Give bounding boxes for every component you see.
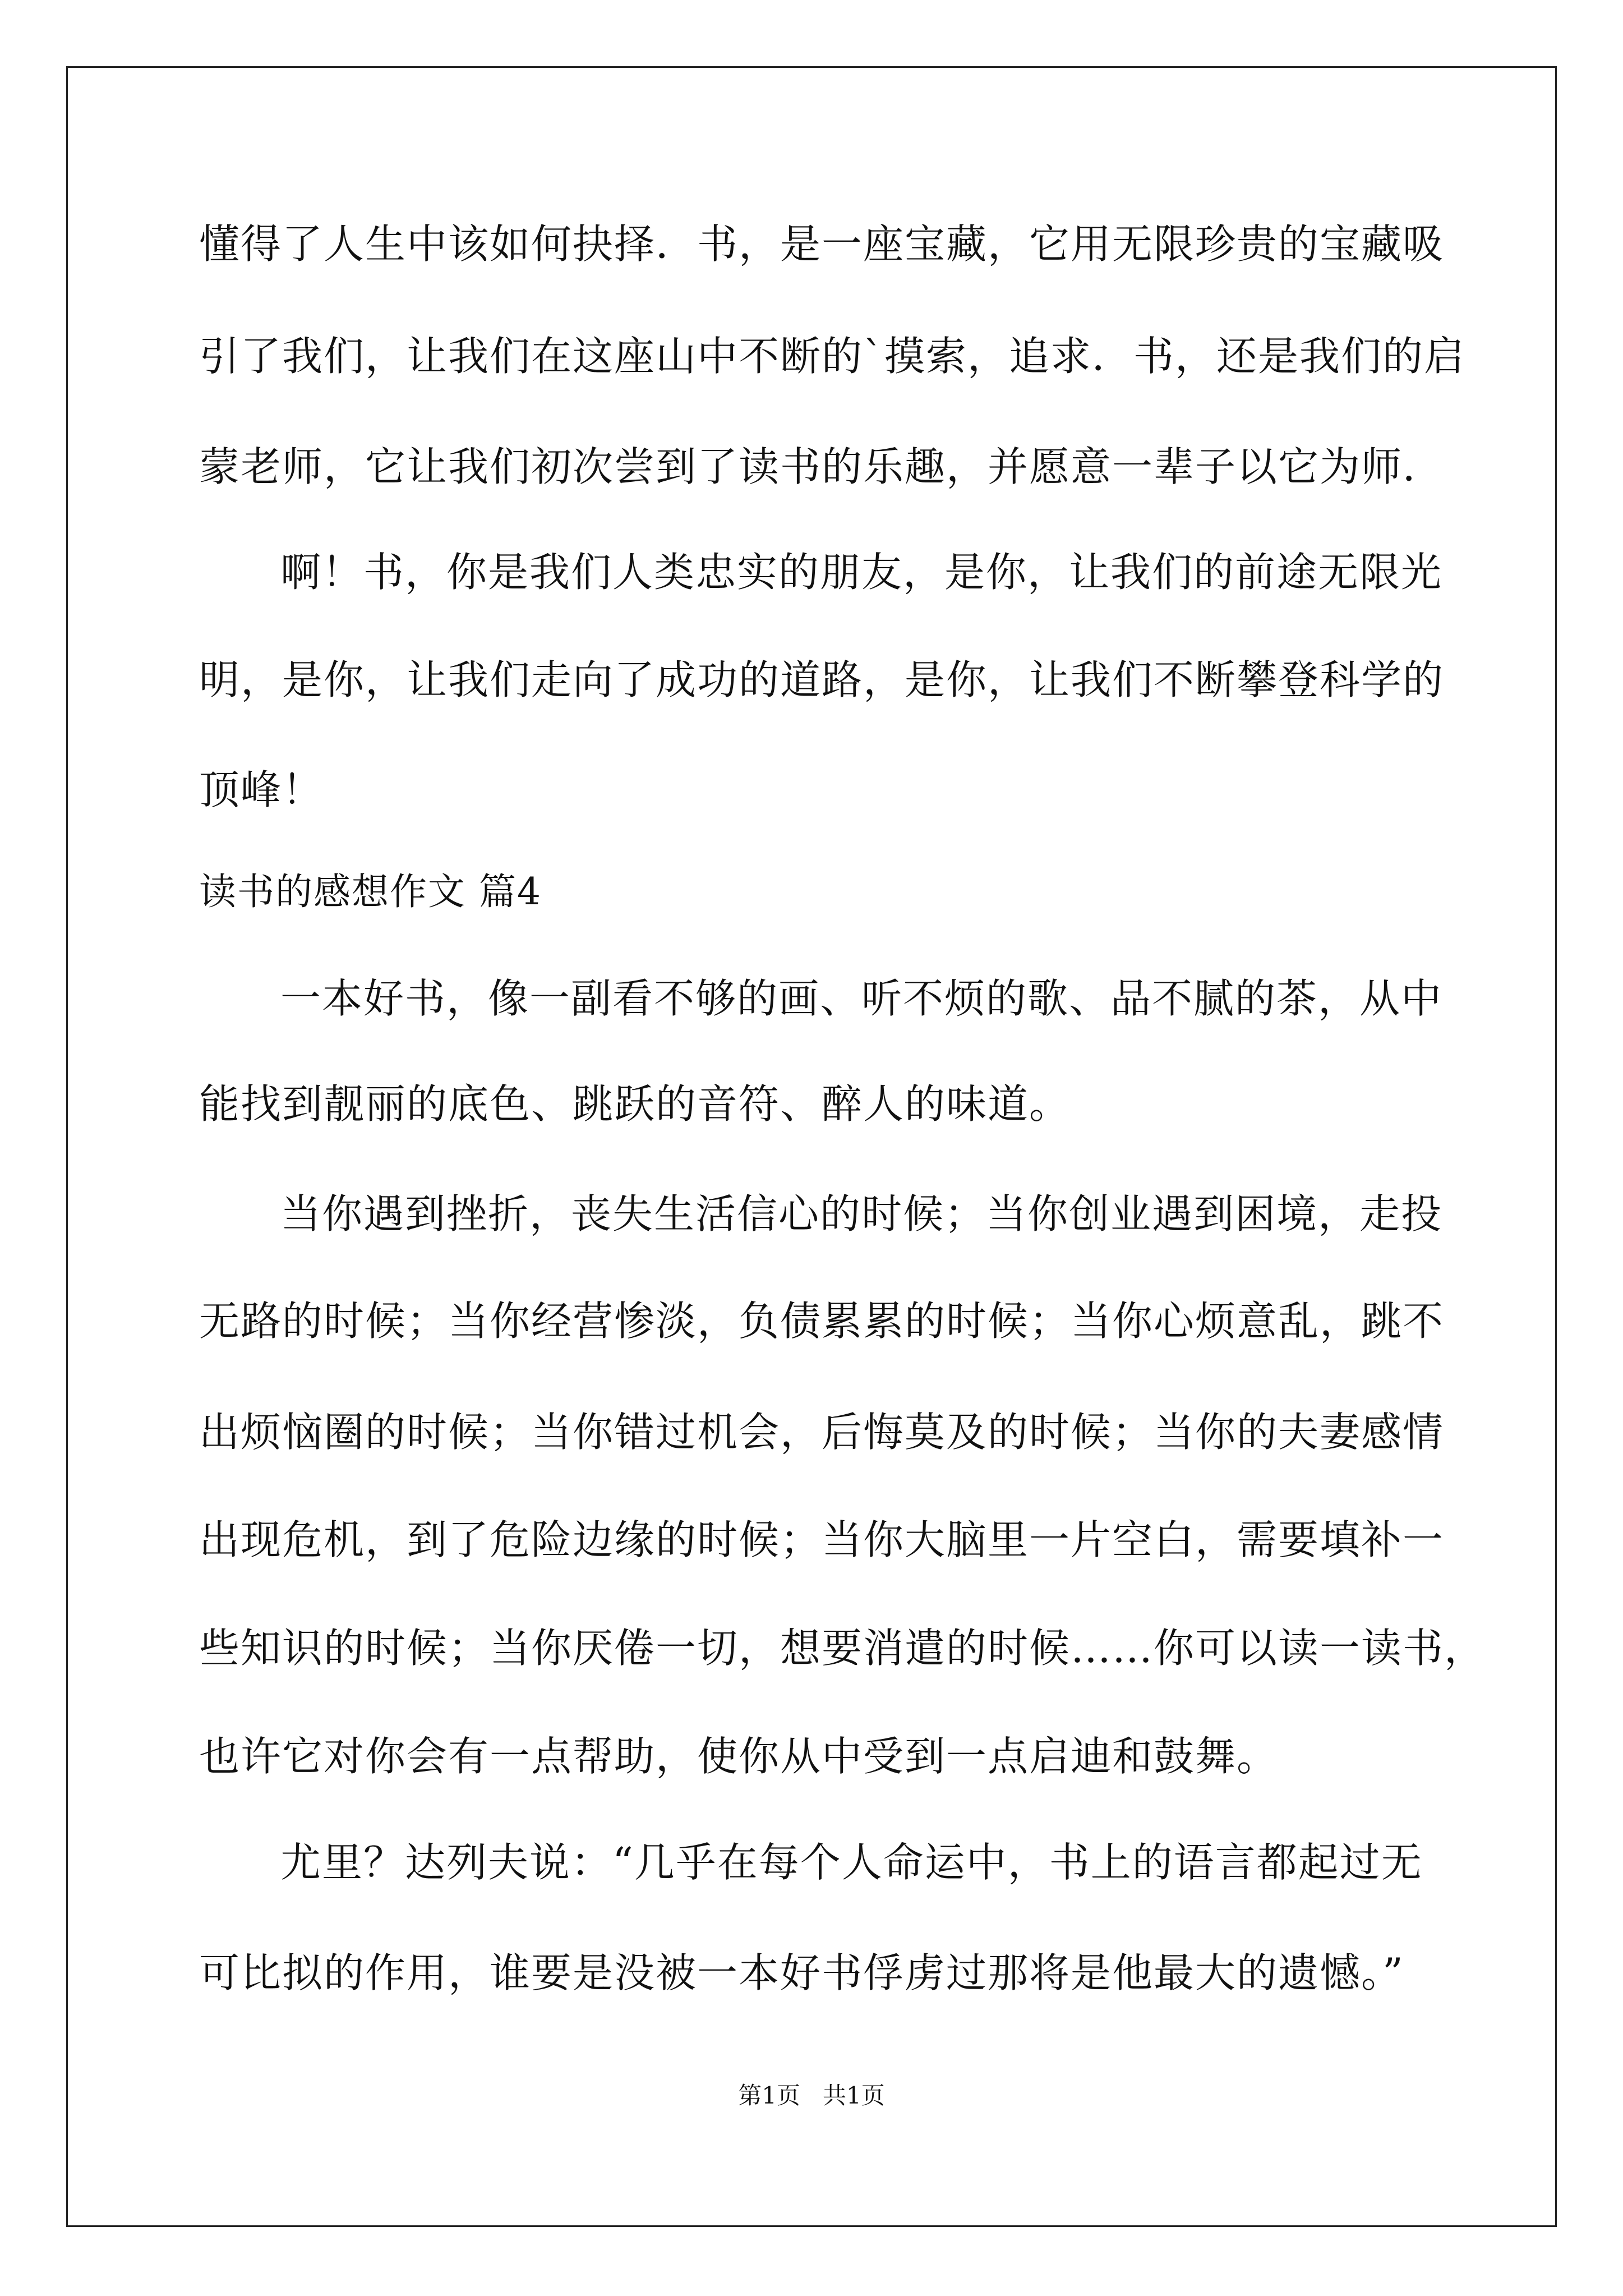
paragraph-line: 出烦恼圈的时候；当你错过机会，后悔莫及的时候；当你的夫妻感情 xyxy=(199,1409,1445,1456)
paragraph-line: 啊！书，你是我们人类忠实的朋友，是你，让我们的前途无限光 xyxy=(280,549,1443,596)
paragraph-line: 引了我们，让我们在这座山中不断的`摸索，追求．书，还是我们的启 xyxy=(199,333,1466,380)
paragraph-line: 一本好书，像一副看不够的画、听不烦的歌、品不腻的茶，从中 xyxy=(280,975,1443,1022)
section-heading: 读书的感想作文 篇4 xyxy=(199,870,542,913)
paragraph-line: 尤里？达列夫说：“几乎在每个人命运中，书上的语言都起过无 xyxy=(280,1839,1423,1886)
page-border xyxy=(66,66,1557,2227)
page-number-footer: 第1页 共1页 xyxy=(738,2082,885,2109)
paragraph-line: 出现危机，到了危险边缘的时候；当你大脑里一片空白，需要填补一 xyxy=(199,1516,1445,1563)
paragraph-line: 可比拟的作用，谁要是没被一本好书俘虏过那将是他最大的遗憾。” xyxy=(199,1949,1404,1996)
paragraph-line: 懂得了人生中该如何抉择．书，是一座宝藏，它用无限珍贵的宝藏吸 xyxy=(199,220,1445,268)
paragraph-line: 也许它对你会有一点帮助，使你从中受到一点启迪和鼓舞。 xyxy=(199,1733,1279,1780)
paragraph-line: 顶峰！ xyxy=(199,766,324,813)
paragraph-line: 些知识的时候；当你厌倦一切，想要消遣的时候……你可以读一读书， xyxy=(199,1625,1486,1672)
paragraph-line: 能找到靓丽的底色、跳跃的音符、醉人的味道。 xyxy=(199,1080,1071,1128)
paragraph-line: 明，是你，让我们走向了成功的道路，是你，让我们不断攀登科学的 xyxy=(199,656,1445,703)
paragraph-line: 蒙老师，它让我们初次尝到了读书的乐趣，并愿意一辈子以它为师． xyxy=(199,443,1445,490)
paragraph-line: 无路的时候；当你经营惨淡，负债累累的时候；当你心烦意乱，跳不 xyxy=(199,1297,1445,1345)
paragraph-line: 当你遇到挫折，丧失生活信心的时候；当你创业遇到困境，走投 xyxy=(280,1190,1443,1237)
